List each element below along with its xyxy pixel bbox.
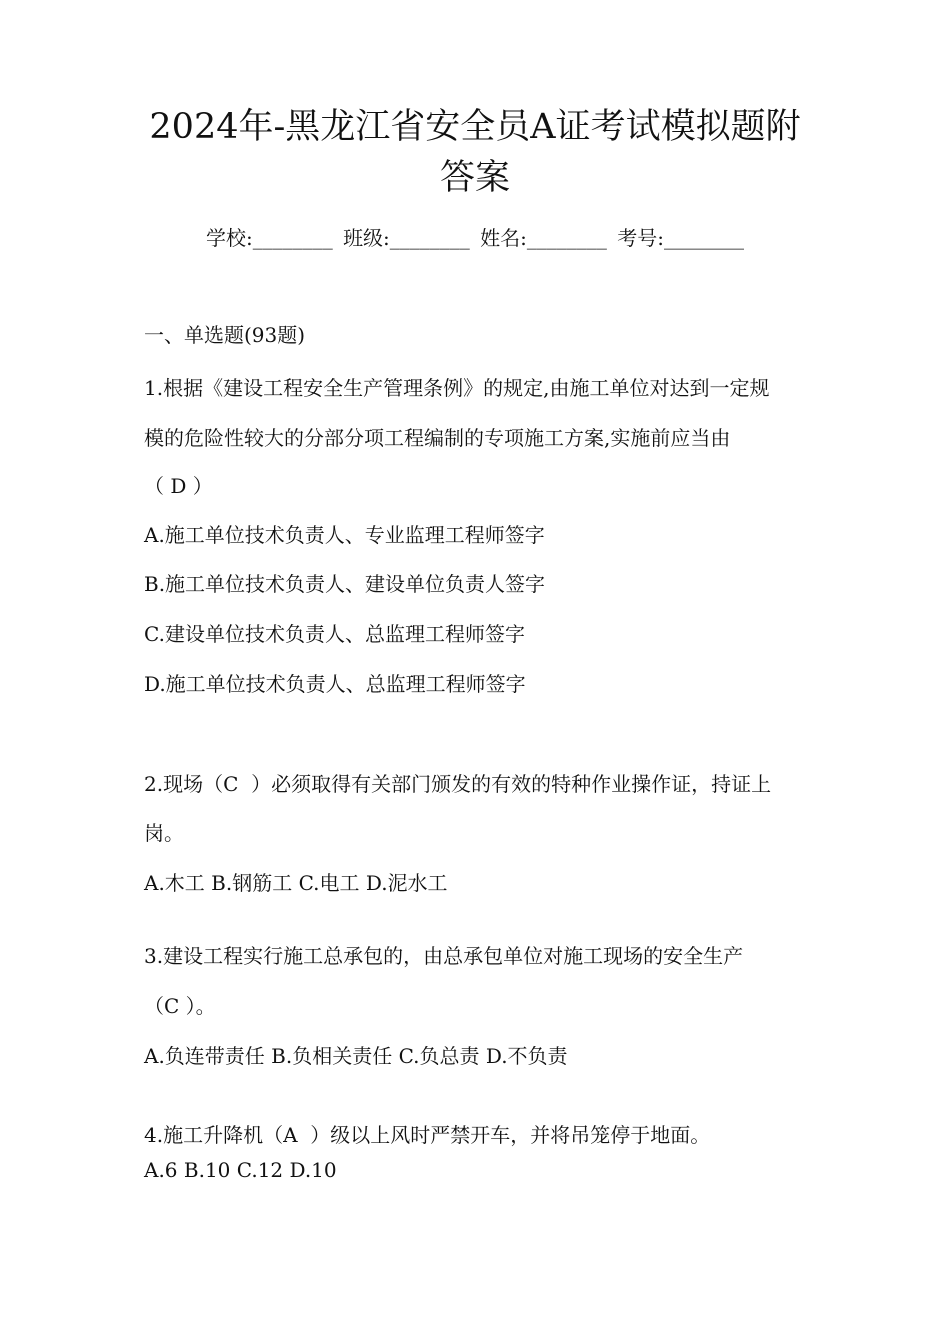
section-heading: 一、单选题(93题) (144, 323, 306, 347)
document-title-line-1: 2024年-黑龙江省安全员A证考试模拟题附 (149, 107, 801, 147)
name-field: 姓名:________ (480, 226, 607, 250)
question-3-options: A.负连带责任 B.负相关责任 C.负总责 D.不负责 (144, 1044, 568, 1068)
question-1-option-a: A.施工单位技术负责人、专业监理工程师签字 (144, 523, 545, 547)
question-4-options: A.6 B.10 C.12 D.10 (144, 1158, 337, 1182)
school-field: 学校:________ (205, 226, 333, 250)
student-info-line (0, 224, 950, 252)
question-1-option-c: C.建设单位技术负责人、总监理工程师签字 (144, 622, 525, 646)
question-1-stem-line-1: 1.根据《建设工程安全生产管理条例》的规定,由施工单位对达到一定规 (144, 376, 770, 400)
question-1-option-b: B.施工单位技术负责人、建设单位负责人签字 (144, 572, 546, 596)
document-title-line-2: 答案 (439, 158, 510, 198)
exam-number-field: 考号:________ (617, 226, 745, 250)
question-3-stem-line-2: （C ）。 (144, 994, 216, 1018)
question-1-stem-line-2: 模的危险性较大的分部分项工程编制的专项施工方案,实施前应当由 (144, 426, 731, 450)
class-field: 班级:________ (343, 226, 470, 250)
question-2-stem-line-2: 岗。 (144, 821, 184, 845)
question-1-option-d: D.施工单位技术负责人、总监理工程师签字 (144, 672, 526, 696)
question-2-options: A.木工 B.钢筋工 C.电工 D.泥水工 (144, 871, 448, 895)
question-3-stem-line-1: 3.建设工程实行施工总承包的，由总承包单位对施工现场的安全生产 (144, 944, 744, 968)
question-2-stem-line-1: 2.现场（C ）必须取得有关部门颁发的有效的特种作业操作证，持证上 (144, 772, 772, 796)
question-4-stem-line-1: 4.施工升降机（A ）级以上风时严禁开车，并将吊笼停于地面。 (144, 1123, 711, 1147)
question-1-stem-line-3: （ D ） (144, 474, 213, 498)
